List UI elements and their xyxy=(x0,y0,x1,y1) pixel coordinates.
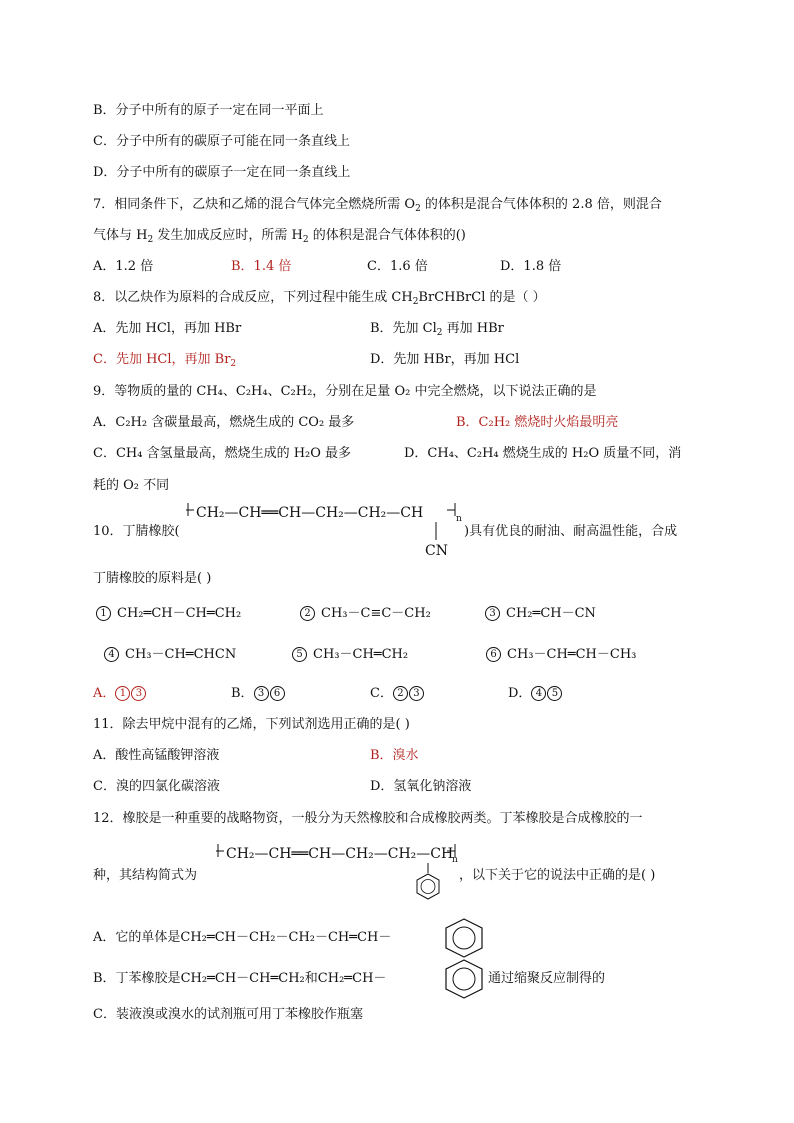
q8-option-c-answer: C．先加 HCl，再加 $Br_2$ xyxy=(93,352,237,369)
q9-option-d: D．CH₄、C₂H₄ 燃烧生成的 H₂O 质量不同，消 xyxy=(404,446,682,461)
q12-option-b: B．丁苯橡胶是CH₂═CH－CH═CH₂和CH₂═CH－ xyxy=(93,971,387,986)
q10-monomer-5: 5 CH₃－CH═CH₂ xyxy=(292,646,408,664)
q11-option-b-answer: B．溴水 xyxy=(370,748,419,763)
q12-option-c: C．装液溴或溴水的试剂瓶可用丁苯橡胶作瓶塞 xyxy=(93,1007,363,1022)
q10-polymer-n: n xyxy=(456,514,462,524)
q10-stem-line2: 丁腈橡胶的原料是( ) xyxy=(93,571,212,586)
benzene-ring-icon xyxy=(440,959,490,999)
q10-option-a-answer: A． 1 3 xyxy=(93,685,152,703)
q9-option-a: A．C₂H₂ 含碳量最高，燃烧生成的 CO₂ 最多 xyxy=(93,415,355,430)
q6-option-c: C．分子中所有的碳原子可能在同一条直线上 xyxy=(93,134,350,149)
q7-option-d: D．1.8 倍 xyxy=(500,259,562,274)
circled-number: 4 xyxy=(104,647,119,662)
q11-option-a: A．酸性高锰酸钾溶液 xyxy=(93,748,220,763)
q10-option-c: C． 2 3 xyxy=(370,685,430,703)
q12-option-a: A．它的单体是CH₂═CH－CH₂－CH₂－CH═CH－ xyxy=(93,930,392,945)
q10-monomer-1: 1 CH₂═CH－CH═CH₂ xyxy=(96,605,241,623)
q10-monomer-6: 6 CH₃－CH═CH－CH₃ xyxy=(486,646,636,664)
q11-option-d: D．氢氧化钠溶液 xyxy=(370,779,472,794)
circled-number: 3 xyxy=(485,606,500,621)
circled-number: 5 xyxy=(292,647,307,662)
circled-number: 1 xyxy=(96,606,111,621)
q7-option-b-answer: B．1.4 倍 xyxy=(231,259,292,274)
circled-number: 6 xyxy=(486,647,501,662)
q12-stem-line2-b: ，以下关于它的说法中正确的是( ) xyxy=(459,868,656,883)
q8-option-d: D．先加 HBr，再加 HCl xyxy=(370,352,520,367)
q8-stem: 8．以乙炔作为原料的合成反应，下列过程中能生成 $CH_2BrCHBrCl$ 的是（ ） xyxy=(93,290,546,307)
q10-stem-b: )具有优良的耐油、耐高温性能，合成 xyxy=(464,524,678,539)
q10-stem-a: 10．丁腈橡胶( xyxy=(93,524,180,539)
q10-option-b: B． 3 6 xyxy=(231,685,291,703)
q7-option-a: A．1.2 倍 xyxy=(93,259,154,274)
q10-monomer-4: 4 CH₃－CH═CHCN xyxy=(104,646,236,664)
q9-option-b-answer: B．C₂H₂ 燃烧时火焰最明亮 xyxy=(456,415,619,430)
q7-stem-line1: 7．相同条件下，乙炔和乙烯的混合气体完全燃烧所需 $O_2$ 的体积是混合气体体积的 2.8 倍，则混合 xyxy=(93,197,662,214)
circled-number: 2 xyxy=(300,606,315,621)
q10-monomer-2: 2 CH₃－C≡C－CH₂ xyxy=(300,605,431,623)
q9-option-c: C．CH₄ 含氢量最高，燃烧生成的 H₂O 最多 xyxy=(93,446,352,461)
q12-polymer-formula: CH₂—CH══CH—CH₂—CH₂—CH xyxy=(226,846,454,862)
q11-stem: 11．除去甲烷中混有的乙烯，下列试剂选用正确的是( ) xyxy=(93,717,410,732)
q6-option-d: D．分子中所有的碳原子一定在同一条直线上 xyxy=(93,165,351,180)
q12-polymer-structure xyxy=(210,841,490,911)
q9-option-d-cont: 耗的 O₂ 不同 xyxy=(93,478,170,493)
q8-option-b: B．先加 $Cl_2$ 再加 HBr xyxy=(370,321,504,338)
benzene-ring-icon xyxy=(440,918,490,958)
q6-option-b: B．分子中所有的原子一定在同一平面上 xyxy=(93,103,324,118)
q10-polymer-formula: CH₂—CH══CH—CH₂—CH₂—CH xyxy=(196,505,424,521)
q7-stem-line2: 气体与 $H_2$ 发生加成反应时，所需 $H_2$ 的体积是混合气体体积的() xyxy=(93,228,466,245)
q10-option-d: D． 4 5 xyxy=(508,685,568,703)
q10-monomer-3: 3 CH₂═CH－CN xyxy=(485,605,596,623)
q12-stem-line2-a: 种，其结构简式为 xyxy=(93,868,198,883)
q11-option-c: C．溴的四氯化碳溶液 xyxy=(93,779,220,794)
q12-polymer-n: n xyxy=(452,855,458,865)
q8-option-a: A．先加 HCl，再加 HBr xyxy=(93,321,242,336)
q12-stem: 12．橡胶是一种重要的战略物资，一般分为天然橡胶和合成橡胶两类。丁苯橡胶是合成橡胶的一 xyxy=(93,811,643,826)
q12-option-b-tail: 通过缩聚反应制得的 xyxy=(488,971,606,986)
q10-cyano-group: CN xyxy=(425,543,448,559)
q9-stem: 9．等物质的量的 CH₄、C₂H₄、C₂H₂，分别在足量 O₂ 中完全燃烧，以下说法正确的是 xyxy=(93,384,597,399)
q7-option-c: C．1.6 倍 xyxy=(367,259,428,274)
